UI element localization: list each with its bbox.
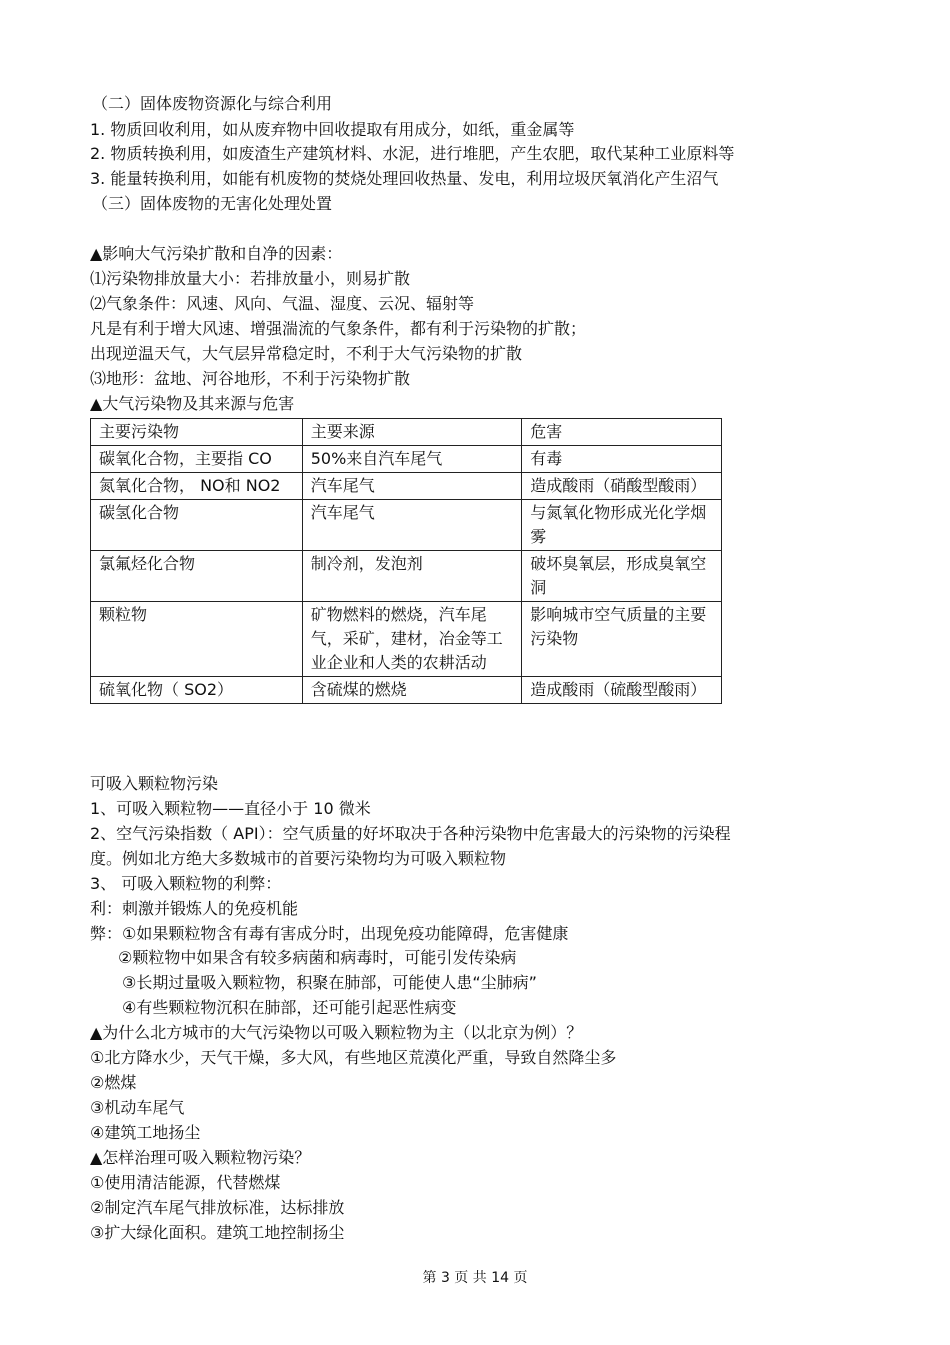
text-line: 2、空气污染指数（ API）：空气质量的好坏取决于各种污染物中危害最大的污染物的污染程	[90, 824, 731, 843]
table-cell: 50%来自汽车尾气	[302, 446, 522, 473]
text-line: ②燃煤	[90, 1073, 137, 1092]
section-heading-3: （三）固体废物的无害化处理处置	[92, 194, 333, 213]
text-line: 1、可吸入颗粒物——直径小于 10 微米	[90, 799, 371, 818]
table-header-cell: 主要污染物	[91, 419, 303, 446]
text-line: 度。例如北方绝大多数城市的首要污染物均为可吸入颗粒物	[90, 849, 507, 868]
table-header-cell: 主要来源	[302, 419, 522, 446]
text-line: 3. 能量转换利用，如能有机废物的焚烧处理回收热量、发电，利用垃圾厌氧消化产生沼气	[90, 169, 719, 188]
pollutants-table	[90, 418, 722, 704]
table-cell: 硫氧化物（ SO2）	[91, 677, 303, 704]
text-line: ⑶地形：盆地、河谷地形，不利于污染物扩散	[90, 369, 411, 388]
table-row	[91, 677, 722, 704]
text-line: ①北方降水少，天气干燥，多大风，有些地区荒漠化严重，导致自然降尘多	[90, 1048, 617, 1067]
text-line: ④有些颗粒物沉积在肺部，还可能引起恶性病变	[122, 998, 457, 1017]
table-row	[91, 473, 722, 500]
text-line: 凡是有利于增大风速、增强湍流的气象条件，都有利于污染物的扩散；	[90, 319, 587, 338]
text-line: ④建筑工地扬尘	[90, 1123, 201, 1142]
text-line: ⑵气象条件：风速、风向、气温、湿度、云况、辐射等	[90, 294, 475, 313]
table-cell: 造成酸雨（硝酸型酸雨）	[522, 473, 722, 500]
table-header-row	[91, 419, 722, 446]
text-line: ②颗粒物中如果含有较多病菌和病毒时，可能引发传染病	[118, 948, 517, 967]
text-line: ③机动车尾气	[90, 1098, 185, 1117]
text-line: ③扩大绿化面积。建筑工地控制扬尘	[90, 1223, 345, 1242]
text-line: ①使用清洁能源，代替燃煤	[90, 1173, 281, 1192]
table-cell: 破坏臭氧层，形成臭氧空洞	[522, 551, 722, 602]
text-line: 利：刺激并锻炼人的免疫机能	[90, 899, 299, 918]
table-cell: 有毒	[522, 446, 722, 473]
factors-heading: ▲影响大气污染扩散和自净的因素：	[90, 244, 343, 263]
table-row	[91, 500, 722, 551]
table-header-cell: 危害	[522, 419, 722, 446]
table-cell: 碳氧化合物，主要指 CO	[91, 446, 303, 473]
table-cell: 造成酸雨（硫酸型酸雨）	[522, 677, 722, 704]
table-row	[91, 602, 722, 677]
table-cell: 制冷剂，发泡剂	[302, 551, 522, 602]
north-heading: ▲为什么北方城市的大气污染物以可吸入颗粒物为主（以北京为例）？	[90, 1023, 583, 1042]
text-line: 3、 可吸入颗粒物的利弊：	[90, 874, 282, 893]
text-line: ③长期过量吸入颗粒物，积聚在肺部，可能使人患“尘肺病”	[122, 973, 537, 992]
page-footer: 第 3 页 共 14 页	[422, 1270, 528, 1286]
table-cell: 与氮氧化物形成光化学烟雾	[522, 500, 722, 551]
table-row	[91, 446, 722, 473]
table-cell: 氮氧化合物， NO和 NO2	[91, 473, 303, 500]
table-cell: 含硫煤的燃烧	[302, 677, 522, 704]
text-line: 1. 物质回收利用，如从废弃物中回收提取有用成分，如纸，重金属等	[90, 120, 575, 139]
text-line: ⑴污染物排放量大小：若排放量小，则易扩散	[90, 269, 411, 288]
table-cell: 矿物燃料的燃烧，汽车尾气，采矿，建材，冶金等工业企业和人类的农耕活动	[302, 602, 522, 677]
text-line: 2. 物质转换利用，如废渣生产建筑材料、水泥，进行堆肥，产生农肥，取代某种工业原料等	[90, 144, 735, 163]
text-line: ②制定汽车尾气排放标准，达标排放	[90, 1198, 345, 1217]
table-cell: 颗粒物	[91, 602, 303, 677]
table-cell: 汽车尾气	[302, 473, 522, 500]
text-line: 可吸入颗粒物污染	[90, 774, 219, 793]
table-cell: 氯氟烃化合物	[91, 551, 303, 602]
table-cell: 影响城市空气质量的主要污染物	[522, 602, 722, 677]
table-heading: ▲大气污染物及其来源与危害	[90, 394, 295, 413]
text-line: 出现逆温天气，大气层异常稳定时，不利于大气污染物的扩散	[90, 344, 523, 363]
section-heading-2: （二）固体废物资源化与综合利用	[92, 94, 333, 113]
table-cell: 碳氢化合物	[91, 500, 303, 551]
table-row	[91, 551, 722, 602]
table-cell: 汽车尾气	[302, 500, 522, 551]
text-line: 弊：①如果颗粒物含有毒有害成分时，出现免疫功能障碍，危害健康	[90, 924, 569, 943]
governance-heading: ▲怎样治理可吸入颗粒物污染？	[90, 1148, 311, 1167]
